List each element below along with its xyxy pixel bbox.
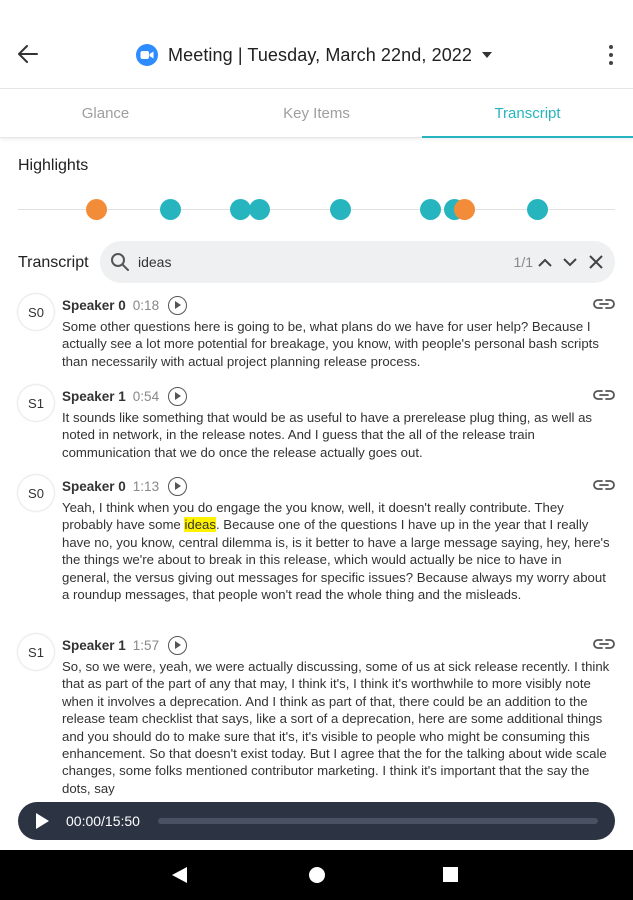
back-button[interactable] — [12, 38, 44, 70]
transcript-heading: Transcript — [18, 254, 89, 271]
link-icon[interactable] — [593, 296, 615, 312]
link-icon[interactable] — [593, 477, 615, 493]
zoom-icon — [136, 44, 158, 66]
speaker-timestamp[interactable]: 0:18 — [132, 297, 160, 313]
play-circle-icon[interactable] — [168, 296, 187, 315]
app-bar — [0, 0, 633, 88]
meeting-title-dropdown[interactable] — [136, 40, 492, 70]
search-match-count: 1/1 — [513, 254, 533, 270]
page-title: Meeting | Tuesday, March 22nd, 2022 — [168, 44, 473, 65]
caret-down-icon — [482, 52, 492, 58]
transcript-text: Yeah, I think when you do engage the you know, well, it doesn't really contribute. They probably have some ideas. Because one of the questions I have up in the year that I really have no, you know, central dilemma is, is it better to have a large message saying, hey, here's the things we're about to break in this release, which would actually be nice to have in general, the versus giving out messages for specific issues? Because always my worry about a roundup messages, that people won't read the whole thing and the misleads. — [62, 500, 610, 603]
more-options-button[interactable] — [599, 38, 623, 72]
speaker-name: Speaker 0 — [62, 297, 126, 313]
speaker-avatar: S0 — [18, 475, 54, 511]
tab-bar — [0, 88, 633, 138]
transcript-search-input[interactable] — [138, 254, 478, 270]
highlight-marker[interactable] — [86, 199, 107, 220]
clear-search-button[interactable] — [586, 252, 606, 272]
highlights-heading: Highlights — [18, 157, 89, 174]
more-vert-icon — [609, 45, 613, 49]
highlight-marker[interactable] — [230, 199, 251, 220]
tab-transcript[interactable]: Transcript — [422, 89, 633, 137]
system-nav-bar — [0, 850, 633, 900]
highlight-marker[interactable] — [454, 199, 475, 220]
chevron-down-icon — [563, 258, 577, 267]
link-icon[interactable] — [593, 387, 615, 403]
speaker-avatar: S1 — [18, 634, 54, 670]
speaker-timestamp[interactable]: 1:13 — [132, 478, 160, 494]
speaker-avatar: S1 — [18, 385, 54, 421]
chevron-up-icon — [538, 258, 552, 267]
highlight-marker[interactable] — [160, 199, 181, 220]
close-icon — [589, 255, 603, 269]
speaker-name: Speaker 1 — [62, 637, 126, 653]
play-icon[interactable] — [36, 813, 49, 829]
speaker-name: Speaker 1 — [62, 388, 126, 404]
highlight-marker[interactable] — [249, 199, 270, 220]
highlight-marker[interactable] — [420, 199, 441, 220]
audio-player — [18, 802, 615, 840]
transcript-list — [0, 290, 633, 800]
nav-home-icon[interactable] — [309, 867, 325, 883]
transcript-text: So, so we were, yeah, we were actually discussing, some of us at sick release recently. I think that as part of the part of any that may, I think it's, I think it's worthwhile to more visibly note when it involves a deprecation. And I think as part of that, there could be an addition to the release team checklist that says, like a sort of a deprecation, here are some additional things and you should do to make sure that it's, it's visible to people who might be consuming this enhancement. So that doesn't exist today. But I agree that the for the talking about wide scale changes, some folks mentioned contributor marketing. I think it's important that the say the dots, say — [62, 659, 610, 796]
nav-back-icon[interactable] — [172, 867, 187, 883]
highlights-timeline — [18, 209, 615, 210]
transcript-text: It sounds like something that would be as useful to have a prerelease plug thing, as well as noted in network, in the release notes. And I guess that the all of the release train communication that we do once the release actually goes out. — [62, 410, 593, 460]
search-match-highlight: ideas — [184, 517, 216, 533]
previous-match-button[interactable] — [535, 252, 555, 272]
player-seek-bar[interactable] — [158, 818, 598, 824]
link-icon[interactable] — [593, 636, 615, 652]
arrow-left-icon — [18, 45, 38, 63]
next-match-button[interactable] — [560, 252, 580, 272]
transcript-text: Some other questions here is going to be, what plans do we have for user help? Because I actually see a lot more potential for breakage, you know, with people's personal bash scripts than necessarily with actual project planning release process. — [62, 319, 599, 369]
nav-recents-icon[interactable] — [443, 867, 458, 882]
play-circle-icon[interactable] — [168, 477, 187, 496]
play-circle-icon[interactable] — [168, 387, 187, 406]
play-circle-icon[interactable] — [168, 636, 187, 655]
highlight-marker[interactable] — [330, 199, 351, 220]
search-icon — [110, 252, 130, 272]
highlight-marker[interactable] — [527, 199, 548, 220]
tab-glance[interactable]: Glance — [81, 104, 130, 122]
player-time: 00:00/15:50 — [66, 813, 140, 829]
transcript-search-bar — [100, 241, 615, 283]
speaker-avatar: S0 — [18, 294, 54, 330]
speaker-name: Speaker 0 — [62, 478, 126, 494]
speaker-timestamp[interactable]: 0:54 — [132, 388, 160, 404]
tab-key-items[interactable]: Key Items — [283, 104, 350, 122]
speaker-timestamp[interactable]: 1:57 — [132, 637, 160, 653]
